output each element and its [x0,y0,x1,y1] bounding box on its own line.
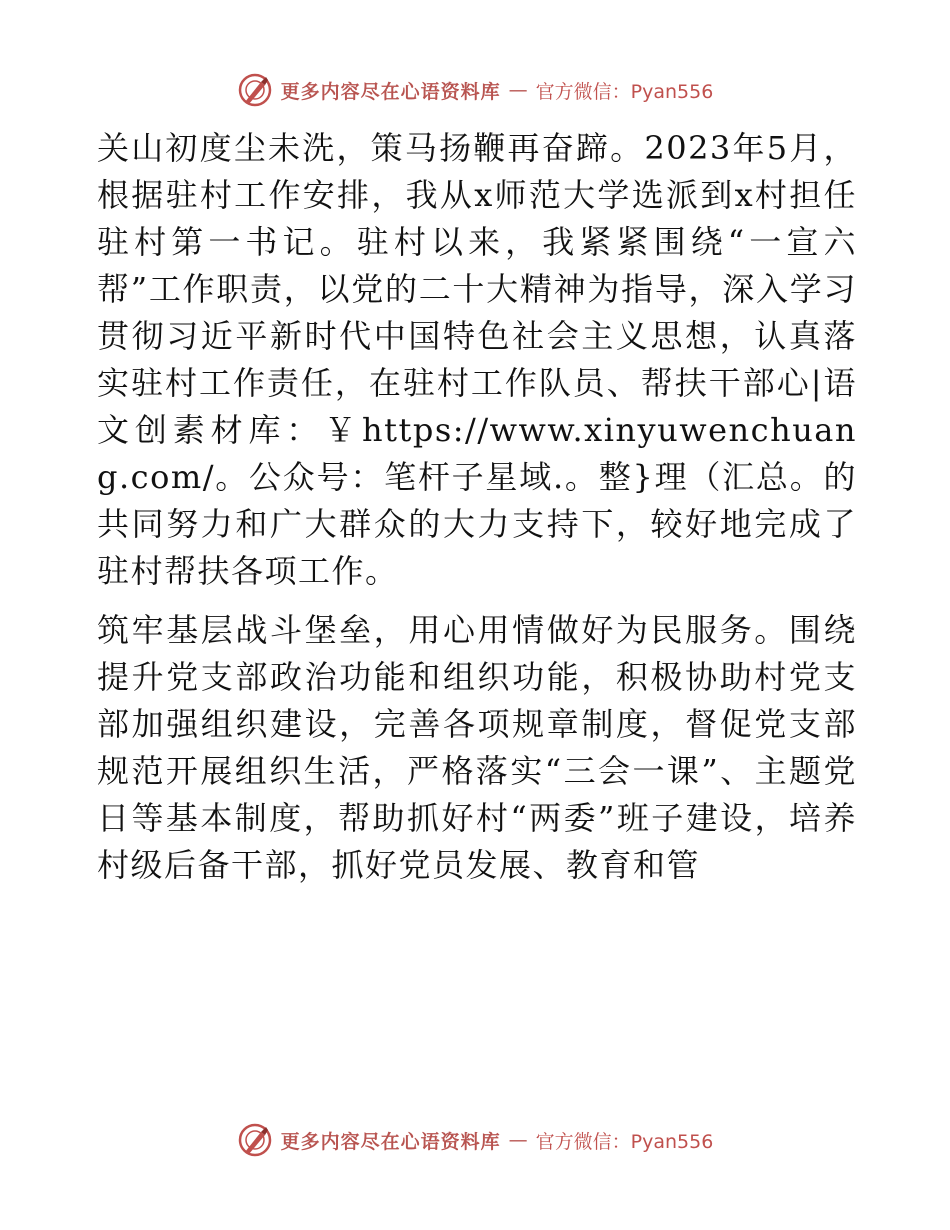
watermark-contact: 官方微信：Pyan556 [535,1130,714,1153]
watermark-text: 更多内容尽在心语资料库 [280,80,501,103]
watermark-separator: — [508,1129,528,1151]
footer-watermark [0,1120,950,1160]
header-watermark [0,70,950,110]
pen-logo-icon [237,1122,273,1158]
pen-logo-icon [237,72,273,108]
paragraph-2: 筑牢基层战斗堡垒，用心用情做好为民服务。围绕提升党支部政治功能和组织功能，积极协助村党支部加强组织建设，完善各项规章制度，督促党支部规范开展组织生活，严格落实“三会一课”、主题党日等基本制度，帮助抓好村“两委”班子建设，培养村级后备干部，抓好党员发展、教育和管 [97,611,857,884]
watermark-separator: — [508,79,528,101]
watermark-contact: 官方微信：Pyan556 [535,80,714,103]
paragraph-1: 关山初度尘未洗，策马扬鞭再奋蹄。2023年5月，根据驻村工作安排，我从x师范大学选派到x村担任驻村第一书记。驻村以来，我紧紧围绕“一宣六帮”工作职责，以党的二十大精神为指导，深入学习贯彻习近平新时代中国特色社会主义思想，认真落实驻村工作责任，在驻村工作队员、帮扶干部心|语文创素材库：￥https://www.xinyuwenchuang.com/。公众号：笔杆子星域.。整}理（汇总。的共同努力和广大群众的大力支持下，较好地完成了驻村帮扶各项工作。 [97,129,857,590]
watermark-text: 更多内容尽在心语资料库 [280,1130,501,1153]
document-body [97,125,857,889]
